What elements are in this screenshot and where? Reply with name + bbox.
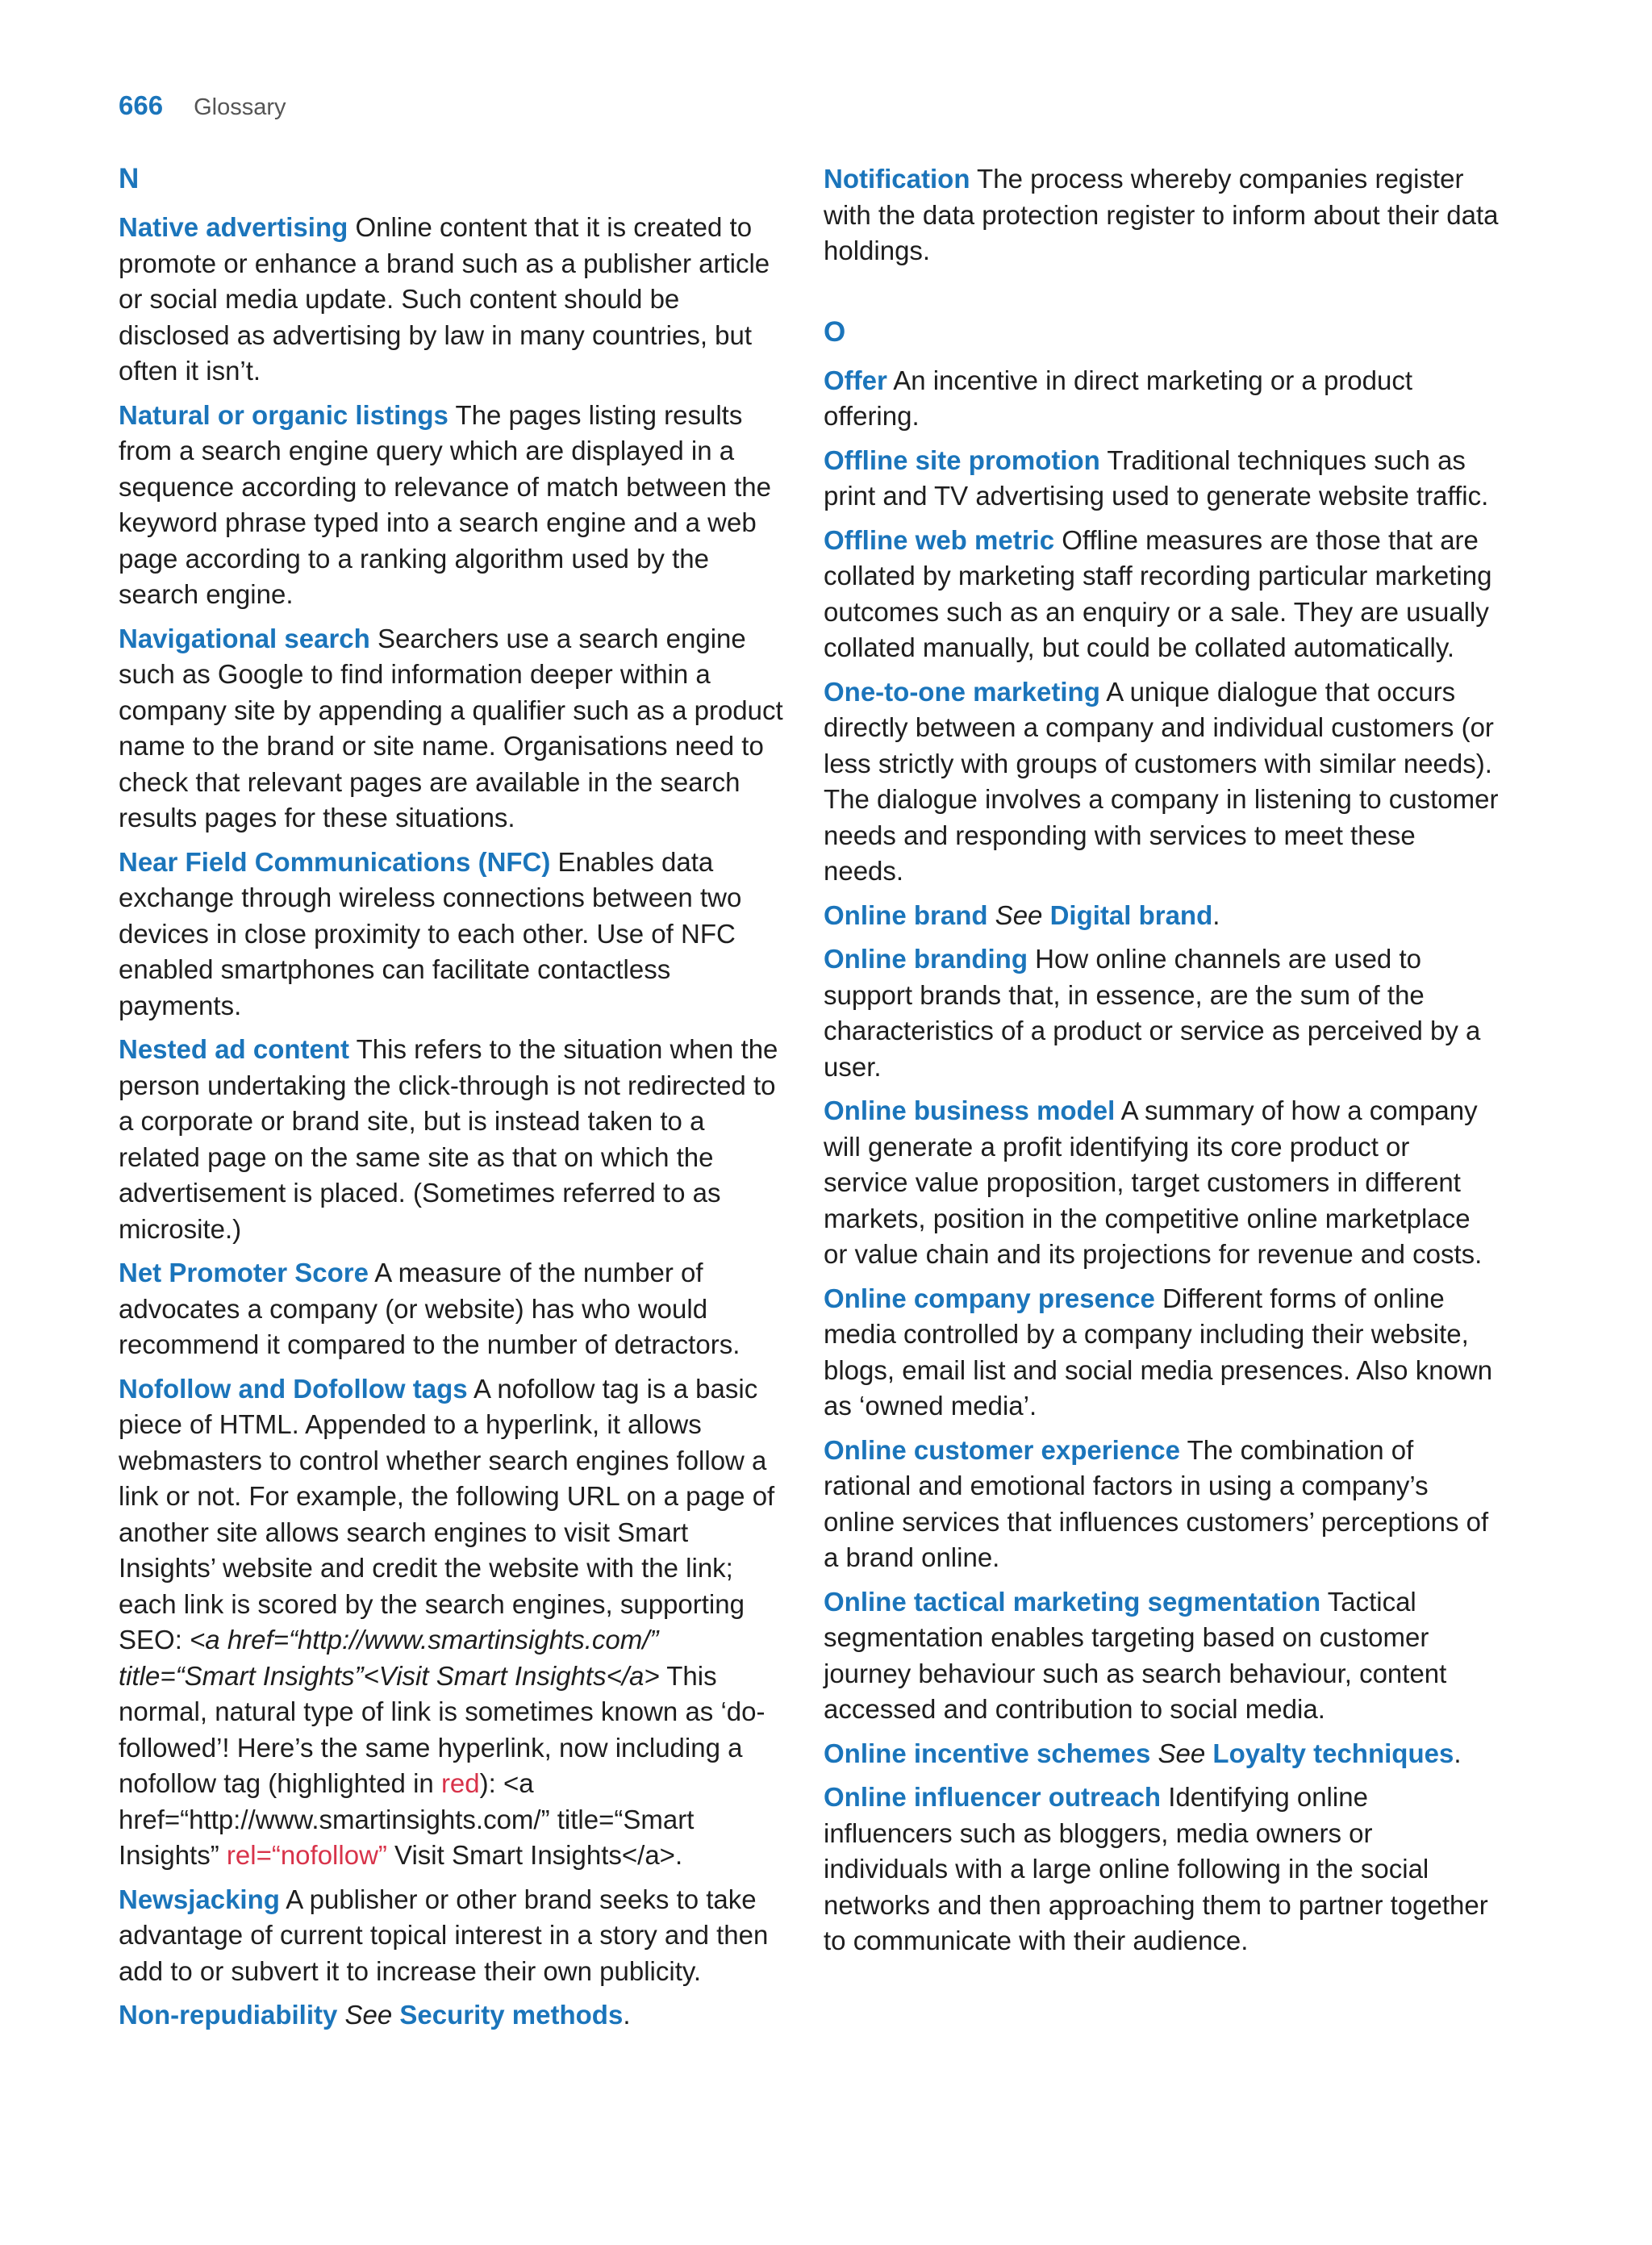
glossary-entry-online-brand bbox=[824, 898, 1501, 934]
glossary-entry-online-company-presence bbox=[824, 1281, 1501, 1425]
glossary-definition: A publisher or other brand seeks to take advantage of current topical interest in a story and then add to or subvert it to increase their own publicity. bbox=[119, 1884, 769, 1986]
glossary-term: Nofollow and Dofollow tags bbox=[119, 1373, 468, 1404]
code-example: <a href=“http://www.smartinsights.com/” title=“Smart Insights”<Visit Smart Insights</a> bbox=[119, 1625, 660, 1691]
glossary-definition-continued: ): <a href=“http://www.smartinsights.com/” title=“Smart Insights” bbox=[119, 1768, 695, 1870]
highlight-nofollow-attribute: rel=“nofollow” bbox=[226, 1840, 387, 1870]
glossary-term: Online customer experience bbox=[824, 1434, 1181, 1465]
glossary-definition: This refers to the situation when the person undertaking the click-through is not redirected to a corporate or brand site, but is instead taken to a related page on the same site as that on which the advertisement is placed. (Sometimes referred to as microsite.) bbox=[119, 1034, 778, 1244]
glossary-term: Near Field Communications (NFC) bbox=[119, 846, 551, 877]
punctuation: . bbox=[1454, 1738, 1462, 1768]
glossary-entry-online-customer-experience bbox=[824, 1433, 1501, 1576]
glossary-term: Online branding bbox=[824, 944, 1028, 974]
glossary-entry-online-influencer-outreach bbox=[824, 1780, 1501, 1959]
cross-reference: Digital brand bbox=[1049, 899, 1213, 930]
punctuation: . bbox=[1212, 899, 1220, 930]
glossary-definition: Different forms of online media controlled by a company including their website, blogs, email list and social media presences. Also known as ‘owned media’. bbox=[824, 1283, 1493, 1421]
glossary-entry-nfc bbox=[119, 845, 790, 1024]
glossary-term: Online tactical marketing segmentation bbox=[824, 1586, 1321, 1617]
punctuation: . bbox=[623, 2000, 631, 2030]
glossary-term: Native advertising bbox=[119, 212, 348, 242]
glossary-term: Online company presence bbox=[824, 1283, 1155, 1313]
glossary-entry-navigational-search bbox=[119, 621, 790, 837]
glossary-term: Online brand bbox=[824, 899, 988, 930]
glossary-column-left bbox=[119, 161, 790, 2042]
glossary-entry-online-tactical-segmentation bbox=[824, 1584, 1501, 1728]
glossary-definition: Tactical segmentation enables targeting based on customer journey behaviour such as search behaviour, content accessed and contribution to social media. bbox=[824, 1586, 1447, 1724]
glossary-definition: The process whereby companies register with the data protection register to inform about their data holdings. bbox=[824, 164, 1499, 265]
glossary-entry-net-promoter-score bbox=[119, 1255, 790, 1363]
glossary-term: Notification bbox=[824, 164, 970, 194]
glossary-entry-online-incentive-schemes bbox=[824, 1736, 1501, 1772]
glossary-term: Offer bbox=[824, 365, 887, 395]
glossary-entry-non-repudiability bbox=[119, 1997, 790, 2034]
see-reference-label: See bbox=[1150, 1738, 1213, 1768]
highlight-red-word: red bbox=[440, 1768, 480, 1798]
glossary-term: Online incentive schemes bbox=[824, 1738, 1151, 1768]
glossary-entry-one-to-one-marketing bbox=[824, 674, 1501, 890]
glossary-definition: Traditional techniques such as print and TV advertising used to generate website traffic. bbox=[824, 444, 1489, 511]
glossary-term: Nested ad content bbox=[119, 1034, 350, 1064]
glossary-entry-offline-web-metric bbox=[824, 523, 1501, 666]
glossary-definition: The combination of rational and emotional factors in using a company’s online services that influences customers’ perceptions of a brand online. bbox=[824, 1434, 1489, 1572]
glossary-entry-online-branding bbox=[824, 941, 1501, 1085]
glossary-term: Navigational search bbox=[119, 623, 370, 653]
glossary-term: Offline site promotion bbox=[824, 444, 1100, 475]
glossary-term: Online influencer outreach bbox=[824, 1782, 1162, 1812]
glossary-entry-offline-site-promotion bbox=[824, 443, 1501, 515]
glossary-entry-nested-ad-content bbox=[119, 1032, 790, 1247]
glossary-term: Non-repudiability bbox=[119, 2000, 338, 2030]
glossary-definition: Online content that it is created to promote or enhance a brand such as a publisher article or social media update. Such content should be disclosed as advertising by law in many countries, but often it isn’t. bbox=[119, 212, 770, 386]
glossary-definition: A nofollow tag is a basic piece of HTML. Appended to a hyperlink, it allows webmasters to control whether search engines follow a link or not. For example, the following URL on a page of another site allows search engines to visit Smart Insights’ website and credit the website with the link; each link is scored by the search engines, supporting SEO: bbox=[119, 1373, 775, 1655]
cross-reference: Loyalty techniques bbox=[1212, 1738, 1454, 1768]
glossary-definition: Enables data exchange through wireless connections between two devices in close proximity to each other. Use of NFC enabled smartphones can facilitate contactless payments. bbox=[119, 846, 742, 1020]
glossary-entry-newsjacking bbox=[119, 1882, 790, 1990]
glossary-definition: A measure of the number of advocates a company (or website) has who would recommend it compared to the number of detractors. bbox=[119, 1258, 740, 1359]
glossary-term: Natural or organic listings bbox=[119, 399, 448, 430]
glossary-definition: Searchers use a search engine such as Google to find information deeper within a company site by appending a qualifier such as a product name to the brand or site name. Organisations need to check that relevant pages are available in the search results pages for these situations. bbox=[119, 623, 783, 832]
glossary-entry-nofollow-dofollow bbox=[119, 1371, 790, 1874]
running-title: Glossary bbox=[194, 94, 286, 120]
glossary-term: Offline web metric bbox=[824, 524, 1055, 555]
glossary-term: One-to-one marketing bbox=[824, 676, 1100, 707]
glossary-entry-notification bbox=[824, 161, 1501, 269]
glossary-definition: An incentive in direct marketing or a product offering. bbox=[824, 365, 1413, 431]
glossary-entry-offer bbox=[824, 363, 1501, 435]
glossary-term: Net Promoter Score bbox=[119, 1258, 369, 1287]
glossary-definition-continued: This normal, natural type of link is sometimes known as ‘do-followed’! Here’s the same hyperlink, now including a nofollow tag (highlighted in bbox=[119, 1660, 766, 1798]
glossary-entry-online-business-model bbox=[824, 1093, 1501, 1273]
cross-reference: Security methods bbox=[399, 2000, 624, 2030]
glossary-definition-continued: Visit Smart Insights</a>. bbox=[386, 1840, 683, 1870]
page-header bbox=[119, 90, 286, 131]
glossary-term: Online business model bbox=[824, 1095, 1116, 1125]
page-number: 666 bbox=[119, 90, 164, 120]
glossary-definition: How online channels are used to support brands that, in essence, are the sum of the characteristics of a product or service as perceived by a user. bbox=[824, 944, 1481, 1082]
glossary-definition: Offline measures are those that are collated by marketing staff recording particular marketing outcomes such as an enquiry or a sale. They are usually collated manually, but could be collated automatically. bbox=[824, 524, 1492, 662]
glossary-definition: A unique dialogue that occurs directly between a company and individual customers (or less strictly with groups of customers with similar needs). The dialogue involves a company in listening to customer needs and responding with services to meet these needs. bbox=[824, 676, 1499, 886]
glossary-definition: The pages listing results from a search engine query which are displayed in a sequence according to relevance of match between the keyword phrase typed into a search engine and a web page according to a ranking algorithm used by the search engine. bbox=[119, 399, 772, 609]
glossary-column-right bbox=[824, 161, 1501, 1968]
glossary-definition: Identifying online influencers such as bloggers, media owners or individuals with a large online following in the social networks and then approaching them to partner together to communicate with their audience. bbox=[824, 1782, 1488, 1955]
glossary-entry-native-advertising bbox=[119, 210, 790, 390]
see-reference-label: See bbox=[337, 2000, 400, 2030]
glossary-definition: A summary of how a company will generate a profit identifying its core product or service value proposition, target customers in different markets, position in the competitive online marketplace or value chain and its projections for revenue and costs. bbox=[824, 1095, 1483, 1269]
section-letter-n: N bbox=[119, 163, 140, 194]
glossary-term: Newsjacking bbox=[119, 1884, 280, 1914]
section-letter-o: O bbox=[824, 315, 846, 348]
glossary-entry-natural-listings bbox=[119, 398, 790, 613]
see-reference-label: See bbox=[987, 899, 1050, 930]
